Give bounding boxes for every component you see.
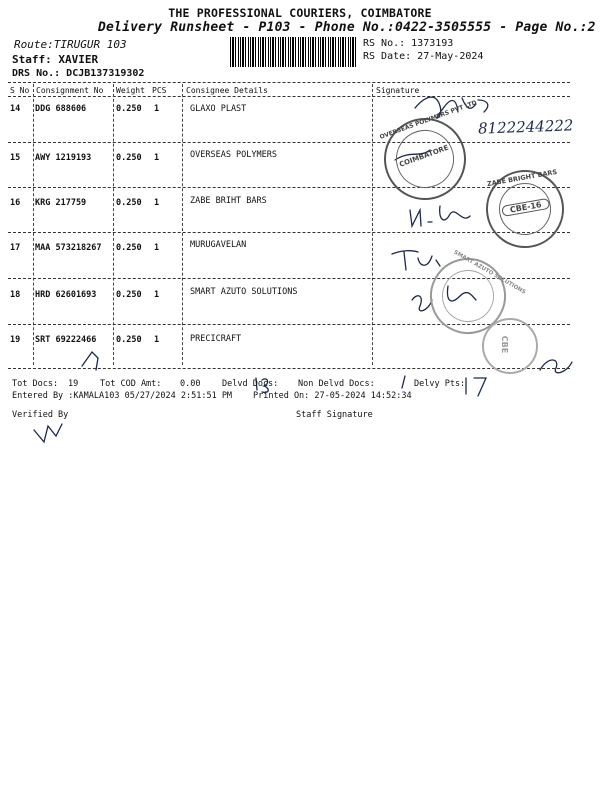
runsheet-title: Delivery Runsheet - P103 - Phone No.:0422-3505555 - Page No.:2 <box>98 20 596 35</box>
row-weight: 0.250 <box>116 153 142 163</box>
non-delvd-docs-label: Non Delvd Docs: <box>298 379 375 389</box>
row-sno: 14 <box>10 104 21 114</box>
tot-cod-label: Tot COD Amt: <box>100 379 162 389</box>
stamp-center-text: CBE-16 <box>501 198 550 217</box>
verified-by-label: Verified By <box>12 410 69 420</box>
company-name: THE PROFESSIONAL COURIERS, COIMBATORE <box>168 6 432 20</box>
stamp-outer-text: OVERSEAS POLYMERS PVT LTD <box>378 99 478 141</box>
row-consignee: OVERSEAS POLYMERS <box>190 150 277 160</box>
drs-number: DRS No.: DCJB137319302 <box>12 68 145 79</box>
row-pcs: 1 <box>154 243 160 253</box>
cbe-stamp <box>482 318 538 374</box>
row-weight: 0.250 <box>116 198 142 208</box>
row-consignment: AWY 1219193 <box>35 153 92 163</box>
rs-number: RS No.: 1373193 <box>363 38 454 49</box>
printed-on: Printed On: 27-05-2024 14:52:34 <box>253 391 412 401</box>
row-consignee: MURUGAVELAN <box>190 240 247 250</box>
entered-by: Entered By :KAMALA103 05/27/2024 2:51:51 PM <box>12 391 233 401</box>
staff-signature-label: Staff Signature <box>296 410 373 420</box>
col-header-consignee: Consignee Details <box>186 86 268 95</box>
rs-date: RS Date: 27-May-2024 <box>363 51 484 62</box>
row-sno: 19 <box>10 335 21 345</box>
row-consignment: HRD 62601693 <box>35 290 97 300</box>
delvy-pts-label: Delvy Pts: <box>414 379 466 389</box>
row-consignment: DDG 688606 <box>35 104 87 114</box>
stamp-outer-text: ZABE BRIGHT BARS <box>486 167 558 189</box>
col-header-consignment: Consignment No <box>36 86 104 95</box>
non-delvd-hand-value <box>398 371 399 372</box>
staff-label: Staff: XAVIER <box>12 53 99 66</box>
row-weight: 0.250 <box>116 104 142 114</box>
row-consignment: KRG 217759 <box>35 198 87 208</box>
row-weight: 0.250 <box>116 290 142 300</box>
row-consignee: ZABE BRIHT BARS <box>190 196 267 206</box>
row-consignment: MAA 573218267 <box>35 243 102 253</box>
delvd-docs-hand-value <box>248 371 249 372</box>
row-weight: 0.250 <box>116 335 142 345</box>
tot-cod-value: 0.00 <box>180 379 201 389</box>
tot-docs-label: Tot Docs: <box>12 379 59 389</box>
stamp-center-text: COIMBATORE <box>398 143 450 169</box>
row-consignee: PRECICRAFT <box>190 334 242 344</box>
row-consignee: SMART AZUTO SOLUTIONS <box>190 287 298 297</box>
row-sno: 15 <box>10 153 21 163</box>
row-pcs: 1 <box>154 198 160 208</box>
col-header-pcs: PCS <box>152 86 167 95</box>
handwritten-phone: 8122244222 <box>477 116 574 138</box>
row-sno: 16 <box>10 198 21 208</box>
row-consignment: SRT 69222466 <box>35 335 97 345</box>
col-header-sno: S No <box>10 86 30 95</box>
row-pcs: 1 <box>154 335 160 345</box>
delvy-pts-hand-value <box>470 371 471 372</box>
row-pcs: 1 <box>154 104 160 114</box>
row-pcs: 1 <box>154 290 160 300</box>
col-header-signature: Signature <box>376 86 420 95</box>
row-sno: 18 <box>10 290 21 300</box>
tot-docs-value: 19 <box>68 379 79 389</box>
stamp-outer-text: SMART AZUTO SOLUTIONS <box>452 249 527 296</box>
row-weight: 0.250 <box>116 243 142 253</box>
row-sno: 17 <box>10 243 21 253</box>
route-label: Route:TIRUGUR 103 <box>14 38 127 51</box>
row-pcs: 1 <box>154 153 160 163</box>
row-consignee: GLAXO PLAST <box>190 104 247 114</box>
stamp-center-text: CBE <box>500 335 510 354</box>
delvd-docs-label: Delvd Docs: <box>222 379 279 389</box>
col-header-weight: Weight <box>116 86 145 95</box>
